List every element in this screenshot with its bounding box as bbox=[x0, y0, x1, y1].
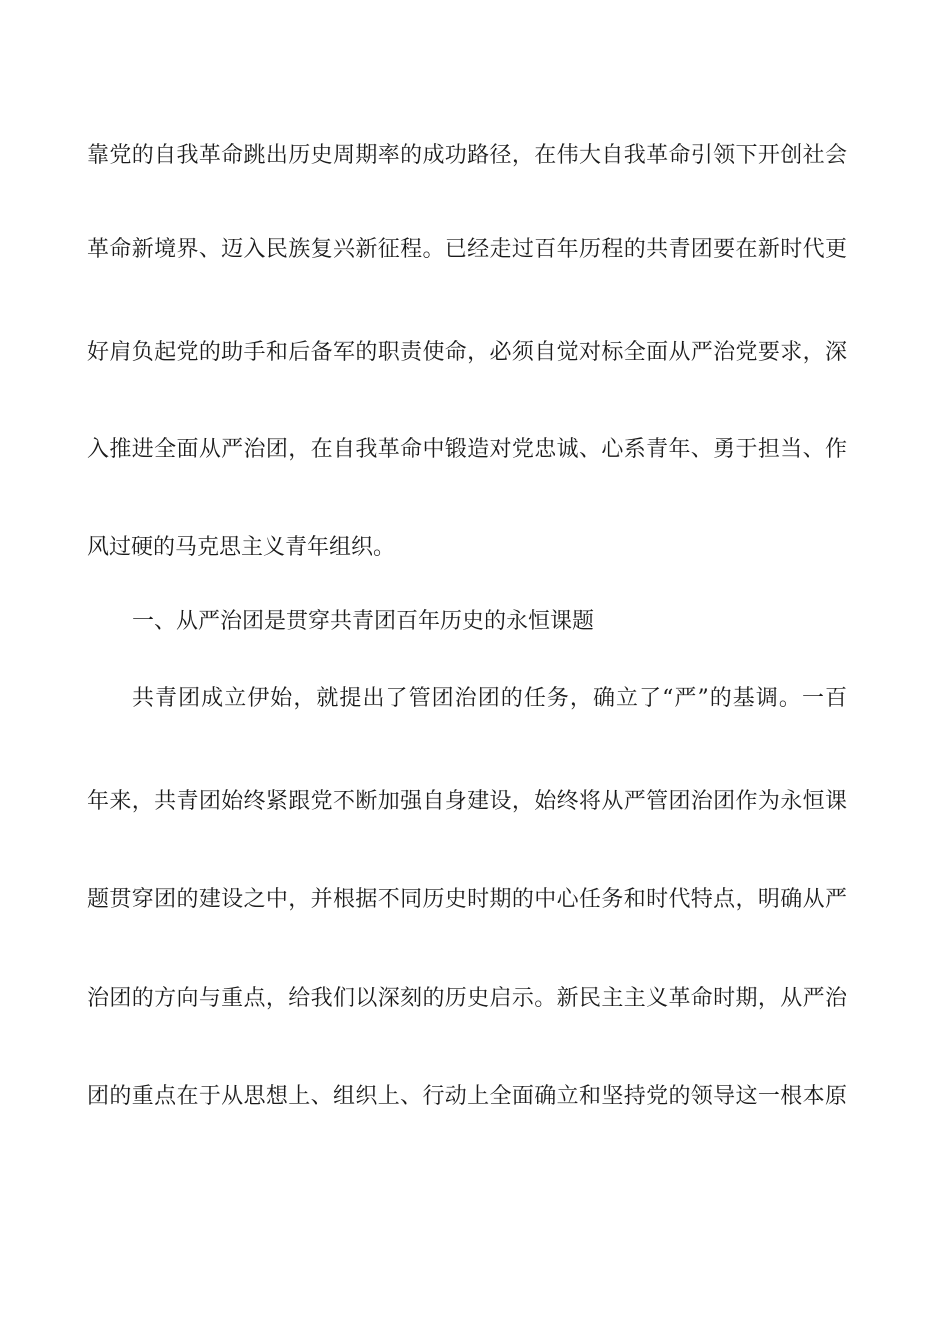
body-text-line: 年来，共青团始终紧跟党不断加强自身建设，始终将从严管团治团作为永恒课 bbox=[87, 789, 847, 814]
body-text-line: 治团的方向与重点，给我们以深刻的历史启示。新民主主义革命时期，从严治 bbox=[87, 986, 847, 1011]
body-text-line: 靠党的自我革命跳出历史周期率的成功路径，在伟大自我革命引领下开创社会 bbox=[87, 143, 847, 168]
section-heading: 一、从严治团是贯穿共青团百年历史的永恒课题 bbox=[132, 609, 595, 634]
body-text-line: 好肩负起党的助手和后备军的职责使命，必须自觉对标全面从严治党要求，深 bbox=[87, 340, 847, 365]
body-text-line: 团的重点在于从思想上、组织上、行动上全面确立和坚持党的领导这一根本原 bbox=[87, 1084, 847, 1109]
body-text-line: 题贯穿团的建设之中，并根据不同历史时期的中心任务和时代特点，明确从严 bbox=[87, 887, 847, 912]
body-text-line: 风过硬的马克思主义青年组织。 bbox=[87, 535, 396, 560]
body-text-line: 革命新境界、迈入民族复兴新征程。已经走过百年历程的共青团要在新时代更 bbox=[87, 237, 847, 262]
body-text-line: 入推进全面从严治团，在自我革命中锻造对党忠诚、心系青年、勇于担当、作 bbox=[87, 437, 847, 462]
paragraph-first-line: 共青团成立伊始，就提出了管团治团的任务，确立了“严”的基调。一百 bbox=[132, 686, 847, 711]
